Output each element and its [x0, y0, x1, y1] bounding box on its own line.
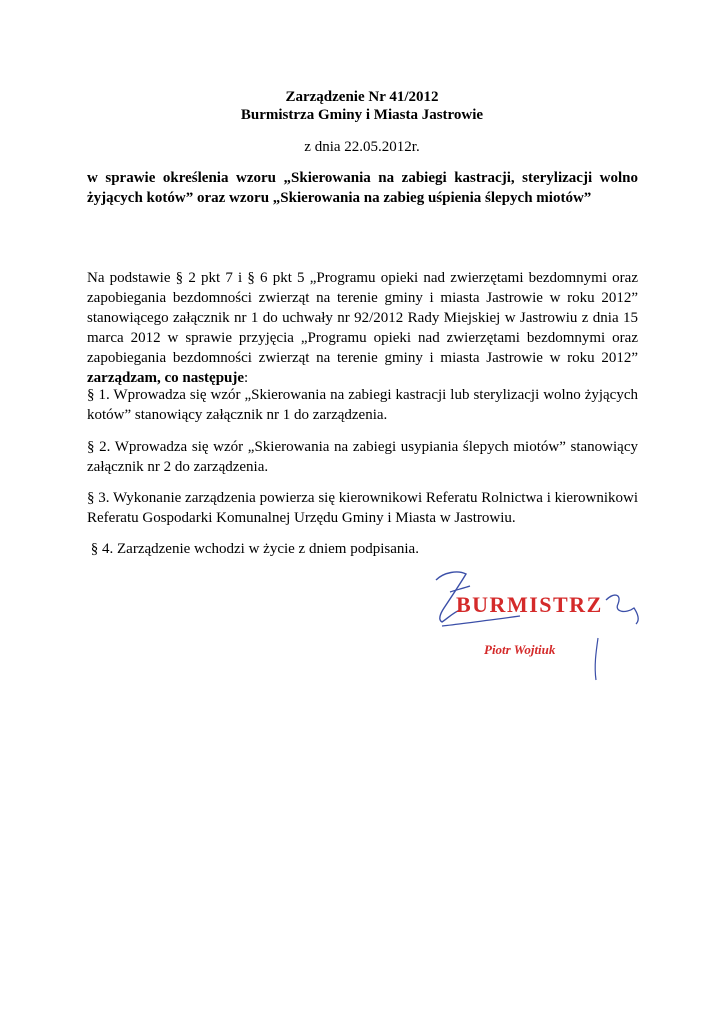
subject-line-1: w sprawie określenia wzoru „Skierowania na zabiegi kastracji, sterylizacji wolno: [87, 170, 638, 186]
signature-stroke-3: [442, 616, 520, 626]
preamble-text: Na podstawie § 2 pkt 7 i § 6 pkt 5 „Programu opieki nad zwierzętami bezdomnymi oraz zapobiegania bezdomności zwierząt na terenie gminy i miasta Jastrowie w roku 2012” stanowiącego załącznik nr 1 do uchwały nr 92/2012 Rady Miejskiej w Jastrowiu z dnia 15 marca 2012 w sprawie przyjęcia „Programu opieki nad zwierzętami bezdomnymi oraz zapobiegania bezdomności zwierząt na terenie gminy i miasta Jastrowie w roku 2012”: [87, 270, 638, 366]
preamble-bold-text: zarządzam, co następuje: [87, 370, 245, 386]
paragraph-4: § 4. Zarządzenie wchodzi w życie z dniem podpisania.: [87, 541, 419, 557]
subject-line-2: żyjących kotów” oraz wzoru „Skierowania na zabieg uśpienia ślepych miotów”: [87, 190, 592, 206]
paragraph-2: § 2. Wprowadza się wzór „Skierowania na zabiegi usypiania ślepych miotów” stanowiący załącznik nr 2 do zarządzenia.: [87, 439, 638, 475]
preamble-end: :: [244, 370, 249, 386]
signature-stamp: [430, 562, 642, 686]
paragraph-1: § 1. Wprowadza się wzór „Skierowania na zabiegi kastracji lub sterylizacji wolno żyjących kotów” stanowiący załącznik nr 1 do zarządzenia.: [87, 387, 638, 423]
document-title: Zarządzenie Nr 41/2012: [285, 89, 439, 105]
stamp-title: BURMISTRZ: [456, 592, 603, 617]
signature-stroke-4: [606, 595, 638, 624]
signature-image: [430, 562, 642, 686]
document-subject: [87, 168, 638, 208]
document-date: z dnia 22.05.2012r.: [304, 139, 420, 155]
stamp-name: Piotr Wojtiuk: [484, 642, 556, 657]
document-issuer: Burmistrza Gminy i Miasta Jastrowie: [240, 107, 484, 123]
signature-stroke-5: [595, 638, 598, 680]
paragraph-3: § 3. Wykonanie zarządzenia powierza się kierownikowi Referatu Rolnictwa i kierownikowi Referatu Gospodarki Komunalnej Urzędu Gminy i Miasta w Jastrowiu.: [87, 490, 638, 526]
preamble-paragraph: [87, 268, 638, 388]
